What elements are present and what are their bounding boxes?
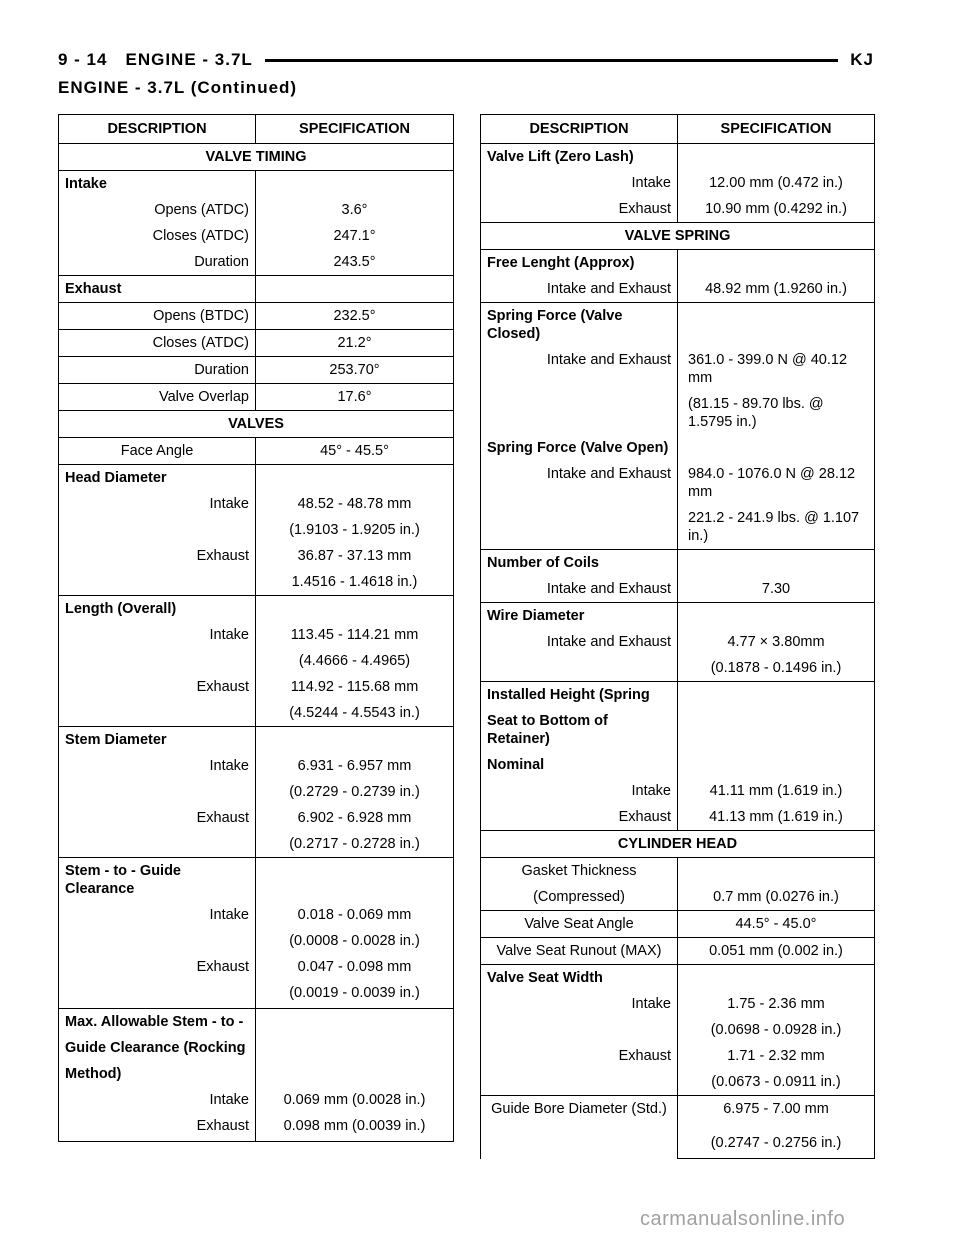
row-value: 1.75 - 2.36 mm bbox=[678, 991, 875, 1017]
row-value: 10.90 mm (0.4292 in.) bbox=[678, 196, 875, 223]
row-label: Guide Bore Diameter (Std.) bbox=[481, 1096, 678, 1159]
row-value: 3.6° bbox=[256, 197, 454, 223]
group-head-diameter: Head Diameter bbox=[59, 465, 256, 492]
row-value: 48.92 mm (1.9260 in.) bbox=[678, 276, 875, 303]
row-value: 1.71 - 2.32 mm bbox=[678, 1043, 875, 1069]
group-force-open: Spring Force (Valve Open) bbox=[481, 435, 678, 461]
row-value: 0.047 - 0.098 mm bbox=[256, 954, 454, 980]
row-value: 114.92 - 115.68 mm bbox=[256, 674, 454, 700]
group-nominal: Nominal bbox=[481, 752, 678, 778]
row-label: Intake bbox=[59, 753, 256, 779]
row-label: Opens (BTDC) bbox=[59, 303, 256, 330]
row-value: (81.15 - 89.70 lbs. @ 1.5795 in.) bbox=[678, 391, 875, 435]
row-value: 6.902 - 6.928 mm bbox=[256, 805, 454, 831]
row-label: Intake bbox=[59, 902, 256, 928]
row-label: Valve Seat Angle bbox=[481, 911, 678, 938]
row-value: (0.0698 - 0.0928 in.) bbox=[678, 1017, 875, 1043]
row-label: Exhaust bbox=[59, 674, 256, 700]
row-value: 6.931 - 6.957 mm bbox=[256, 753, 454, 779]
row-value: (0.1878 - 0.1496 in.) bbox=[678, 655, 875, 682]
group-max-stem: Max. Allowable Stem - to - bbox=[59, 1009, 256, 1036]
row-value: (1.9103 - 1.9205 in.) bbox=[256, 517, 454, 543]
row-label: Gasket Thickness bbox=[481, 858, 678, 885]
group-valve-lift: Valve Lift (Zero Lash) bbox=[481, 144, 678, 171]
group-stem-diameter: Stem Diameter bbox=[59, 727, 256, 754]
row-value: 12.00 mm (0.472 in.) bbox=[678, 170, 875, 196]
row-value: 4.77 × 3.80mm bbox=[678, 629, 875, 655]
section-valves: VALVES bbox=[59, 411, 454, 438]
watermark: carmanualsonline.info bbox=[640, 1208, 846, 1230]
row-value: 0.018 - 0.069 mm bbox=[256, 902, 454, 928]
row-label: Closes (ATDC) bbox=[59, 330, 256, 357]
col-header-specification: SPECIFICATION bbox=[678, 115, 875, 144]
row-label: Valve Overlap bbox=[59, 384, 256, 411]
group-installed-height-cont: Seat to Bottom of Retainer) bbox=[481, 708, 678, 752]
header-code: KJ bbox=[850, 50, 874, 69]
row-value: (4.4666 - 4.4965) bbox=[256, 648, 454, 674]
row-value: (4.5244 - 4.5543 in.) bbox=[256, 700, 454, 727]
row-label: Exhaust bbox=[59, 1113, 256, 1142]
row-label: Intake and Exhaust bbox=[481, 461, 678, 505]
table-header-row bbox=[59, 115, 454, 144]
row-label: Exhaust bbox=[59, 543, 256, 569]
row-value: 0.051 mm (0.002 in.) bbox=[678, 938, 875, 965]
row-label: Intake bbox=[481, 170, 678, 196]
row-label: Intake and Exhaust bbox=[481, 276, 678, 303]
page-header bbox=[58, 48, 874, 72]
row-value: 243.5° bbox=[256, 249, 454, 276]
row-label: (Compressed) bbox=[481, 884, 678, 911]
row-value: 36.87 - 37.13 mm bbox=[256, 543, 454, 569]
group-free-length: Free Lenght (Approx) bbox=[481, 250, 678, 277]
group-intake: Intake bbox=[59, 171, 256, 198]
row-value: (0.0019 - 0.0039 in.) bbox=[256, 980, 454, 1009]
section-valve-timing: VALVE TIMING bbox=[59, 144, 454, 171]
row-value: (0.2729 - 0.2739 in.) bbox=[256, 779, 454, 805]
row-value: 984.0 - 1076.0 N @ 28.12 mm bbox=[678, 461, 875, 505]
group-coils: Number of Coils bbox=[481, 550, 678, 577]
row-value: 232.5° bbox=[256, 303, 454, 330]
table-header-row bbox=[481, 115, 875, 144]
row-value: 21.2° bbox=[256, 330, 454, 357]
page-number: 9 - 14 bbox=[58, 50, 108, 69]
row-value: (0.0673 - 0.0911 in.) bbox=[678, 1069, 875, 1096]
row-label: Opens (ATDC) bbox=[59, 197, 256, 223]
col-header-specification: SPECIFICATION bbox=[256, 115, 454, 144]
row-value: 0.098 mm (0.0039 in.) bbox=[256, 1113, 454, 1142]
header-title: ENGINE - 3.7L bbox=[125, 50, 253, 69]
row-label: Duration bbox=[59, 357, 256, 384]
row-label: Intake and Exhaust bbox=[481, 576, 678, 603]
row-value: 1.4516 - 1.4618 in.) bbox=[256, 569, 454, 596]
row-value: (0.2747 - 0.2756 in.) bbox=[678, 1122, 875, 1159]
spec-table-left bbox=[58, 114, 454, 1142]
row-value: 41.13 mm (1.619 in.) bbox=[678, 804, 875, 831]
row-value: 361.0 - 399.0 N @ 40.12 mm bbox=[678, 347, 875, 391]
group-exhaust: Exhaust bbox=[59, 276, 256, 303]
section-valve-spring: VALVE SPRING bbox=[481, 223, 875, 250]
row-label: Exhaust bbox=[59, 954, 256, 980]
group-force-closed: Spring Force (Valve Closed) bbox=[481, 303, 678, 348]
row-label: Exhaust bbox=[481, 1043, 678, 1069]
section-cylinder-head: CYLINDER HEAD bbox=[481, 831, 875, 858]
row-value: 6.975 - 7.00 mm bbox=[678, 1096, 875, 1123]
row-label: Exhaust bbox=[59, 805, 256, 831]
row-label: Intake bbox=[59, 1087, 256, 1113]
group-stem-guide: Stem - to - Guide Clearance bbox=[59, 858, 256, 903]
row-value: 247.1° bbox=[256, 223, 454, 249]
row-label: Duration bbox=[59, 249, 256, 276]
group-seat-width: Valve Seat Width bbox=[481, 965, 678, 992]
row-value: (0.2717 - 0.2728 in.) bbox=[256, 831, 454, 858]
row-label: Intake and Exhaust bbox=[481, 347, 678, 391]
row-label: Intake and Exhaust bbox=[481, 629, 678, 655]
row-label: Closes (ATDC) bbox=[59, 223, 256, 249]
row-value: 45° - 45.5° bbox=[256, 438, 454, 465]
row-label: Face Angle bbox=[59, 438, 256, 465]
row-label: Exhaust bbox=[481, 196, 678, 223]
row-value: 44.5° - 45.0° bbox=[678, 911, 875, 938]
row-value: 41.11 mm (1.619 in.) bbox=[678, 778, 875, 804]
group-installed-height: Installed Height (Spring bbox=[481, 682, 678, 709]
page-subtitle: ENGINE - 3.7L (Continued) bbox=[58, 78, 298, 97]
row-label: Intake bbox=[481, 778, 678, 804]
group-max-stem-cont: Guide Clearance (Rocking bbox=[59, 1035, 256, 1061]
row-value: 0.069 mm (0.0028 in.) bbox=[256, 1087, 454, 1113]
row-label: Intake bbox=[59, 622, 256, 648]
row-label: Intake bbox=[481, 991, 678, 1017]
row-value: 48.52 - 48.78 mm bbox=[256, 491, 454, 517]
row-value: 253.70° bbox=[256, 357, 454, 384]
row-label: Valve Seat Runout (MAX) bbox=[481, 938, 678, 965]
row-label: Intake bbox=[59, 491, 256, 517]
spec-table-right bbox=[480, 114, 875, 1159]
col-header-description: DESCRIPTION bbox=[59, 115, 256, 144]
row-value: 17.6° bbox=[256, 384, 454, 411]
group-wire: Wire Diameter bbox=[481, 603, 678, 630]
group-max-stem-cont: Method) bbox=[59, 1061, 256, 1087]
group-length: Length (Overall) bbox=[59, 596, 256, 623]
row-value: 113.45 - 114.21 mm bbox=[256, 622, 454, 648]
row-value: 0.7 mm (0.0276 in.) bbox=[678, 884, 875, 911]
row-value: 7.30 bbox=[678, 576, 875, 603]
row-value: (0.0008 - 0.0028 in.) bbox=[256, 928, 454, 954]
row-value: 221.2 - 241.9 lbs. @ 1.107 in.) bbox=[678, 505, 875, 550]
header-rule bbox=[265, 59, 838, 62]
row-label: Exhaust bbox=[481, 804, 678, 831]
col-header-description: DESCRIPTION bbox=[481, 115, 678, 144]
